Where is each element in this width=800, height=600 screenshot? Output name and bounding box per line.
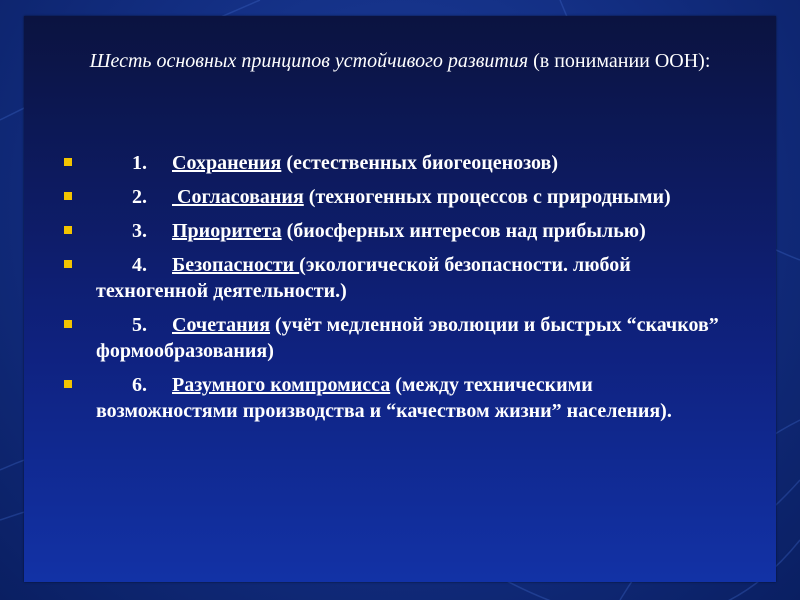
item-number: 3. (132, 220, 147, 242)
item-number: 1. (132, 152, 147, 174)
bullet-icon (64, 192, 72, 200)
list-item (64, 252, 736, 304)
item-number: 4. (132, 254, 147, 276)
item-term: Безопасности (172, 254, 300, 276)
item-number: 5. (132, 314, 147, 336)
item-description: (учёт медленной эволюции и быстрых “скачков” формообразования) (96, 314, 719, 362)
item-number: 2. (132, 186, 147, 208)
item-description: (экологической безопасности. любой техногенной деятельности.) (96, 254, 631, 302)
list-item (64, 312, 736, 364)
bullet-icon (64, 158, 72, 166)
item-description: (техногенных процессов с природными) (303, 186, 671, 208)
bullet-icon (64, 226, 72, 234)
list-item (64, 184, 736, 210)
item-term: Сочетания (172, 314, 271, 336)
list-item (64, 218, 736, 244)
bullet-icon (64, 320, 72, 328)
item-description: (между техническими возможностями производства и “качеством жизни” населения). (96, 374, 672, 422)
item-term: Приоритета (172, 220, 282, 242)
title-rest: (в понимании ООН): (528, 50, 711, 72)
list-item (64, 150, 736, 176)
bullet-icon (64, 260, 72, 268)
title-italic: Шесть основных принципов устойчивого развития (89, 50, 529, 72)
bullet-icon (64, 380, 72, 388)
item-term: Разумного компромисса (172, 374, 391, 396)
item-description: (биосферных интересов над прибылью) (281, 220, 646, 242)
item-number: 6. (132, 374, 147, 396)
item-term: Сохранения (172, 152, 282, 174)
principles-list (64, 150, 736, 432)
list-item (64, 372, 736, 424)
slide-title (64, 46, 736, 77)
slide-content (24, 16, 776, 582)
item-description: (естественных биогеоценозов) (281, 152, 559, 174)
item-term: Согласования (172, 186, 304, 208)
